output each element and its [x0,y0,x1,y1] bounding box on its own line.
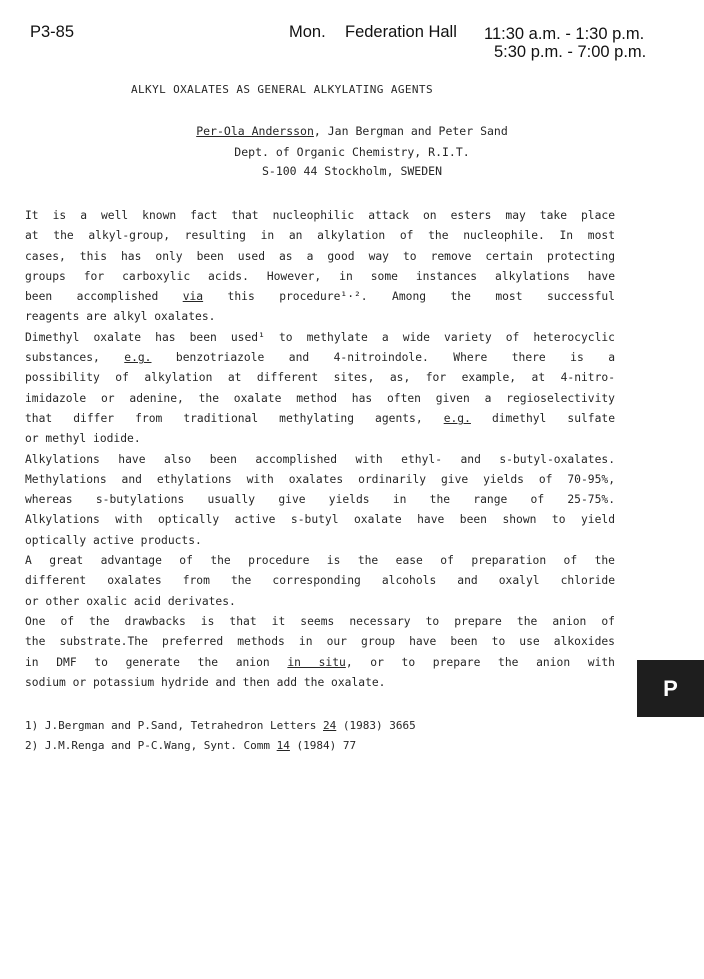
text-run: 2) J.M.Renga and P-C.Wang, Synt. Comm [25,739,277,752]
abstract-line [25,348,615,368]
paper-affiliation: Dept. of Organic Chemistry, R.I.T. [234,145,470,159]
abstract-line: groups for carboxylic acids. However, in some instances alkylations have [25,269,615,283]
session-time-2: 5:30 p.m. - 7:00 p.m. [494,43,647,61]
paper-address: S-100 44 Stockholm, SWEDEN [261,164,442,178]
text-run: in DMF to generate the anion [25,655,288,669]
emphasis-eg: e.g. [443,411,471,425]
text-run: been accomplished [25,290,183,304]
emphasis-via: via [182,290,204,304]
section-tab: P [637,660,704,717]
abstract-line: sodium or potassium hydride and then add the oxalate. [25,675,386,689]
abstract-line: optically active products. [25,533,202,547]
session-time-1: 11:30 a.m. - 1:30 p.m. [484,25,645,43]
text-run: 1) J.Bergman and P.Sand, Tetrahedron Letters [25,719,324,732]
volume-number: 24 [323,719,337,732]
abstract-line: One of the drawbacks is that it seems necessary to prepare the anion of [25,614,615,628]
abstract-line: It is a well known fact that nucleophilic attack on esters may take place [25,209,615,222]
reference-1 [25,716,416,736]
abstract-line: Alkylations have also been accomplished with ethyl- and s-butyl-oxalates. [25,452,615,466]
emphasis-eg: e.g. [124,351,152,365]
abstract-line: Alkylations with optically active s-butyl oxalate have been shown to yield [25,513,615,527]
abstract-line: or other oxalic acid derivates. [25,594,236,608]
abstract-body [25,206,615,693]
text-run: substances, [25,351,125,365]
session-venue: Federation Hall [345,23,457,41]
text-run: that differ from traditional methylating agents, [25,411,444,425]
abstract-line: the substrate.The preferred methods in our group have been to use alkoxides [25,635,615,649]
abstract-line: possibility of alkylation at different sites, as, for example, at 4-nitro- [25,371,615,385]
abstract-line [25,409,615,429]
text-run: (1983) 3665 [336,719,416,732]
abstract-line: or methyl iodide. [25,432,141,446]
text-run: this procedure¹·². Among the most successful [203,290,615,304]
session-code: P3-85 [30,23,75,41]
paper-title: ALKYL OXALATES AS GENERAL ALKYLATING AGENTS [131,83,433,96]
abstract-line [25,287,615,307]
text-run: , or to prepare the anion with [345,655,615,669]
abstract-line: whereas s-butylations usually give yields in the range of 25-75%. [25,493,615,507]
reference-2 [25,736,416,756]
abstract-line [25,653,615,673]
abstract-line: Dimethyl oxalate has been used¹ to methylate a wide variety of heterocyclic [25,330,615,344]
co-authors: , Jan Bergman and Peter Sand [313,124,508,138]
references [25,716,416,756]
paper-authors [0,124,704,138]
text-run: (1984) 77 [289,739,357,752]
volume-number: 14 [276,739,290,752]
abstract-line: imidazole or adenine, the oxalate method has often given a regioselectivity [25,391,615,405]
abstract-line: cases, this has only been used as a good way to remove certain protecting [25,249,615,263]
text-run: benzotriazole and 4-nitroindole. Where there is a [151,351,615,365]
abstract-line: at the alkyl-group, resulting in an alkylation of the nucleophile. In most [25,229,615,243]
emphasis-in-situ: in situ [287,655,346,669]
session-day: Mon. [289,23,326,41]
abstract-line: A great advantage of the procedure is the ease of preparation of the [25,554,615,568]
presenting-author: Per-Ola Andersson [196,124,314,138]
abstract-line: Methylations and ethylations with oxalates ordinarily give yields of 70-95%, [25,472,615,486]
abstract-line: different oxalates from the corresponding alcohols and oxalyl chloride [25,574,615,588]
abstract-line: reagents are alkyl oxalates. [25,310,216,324]
text-run: dimethyl sulfate [470,411,615,425]
